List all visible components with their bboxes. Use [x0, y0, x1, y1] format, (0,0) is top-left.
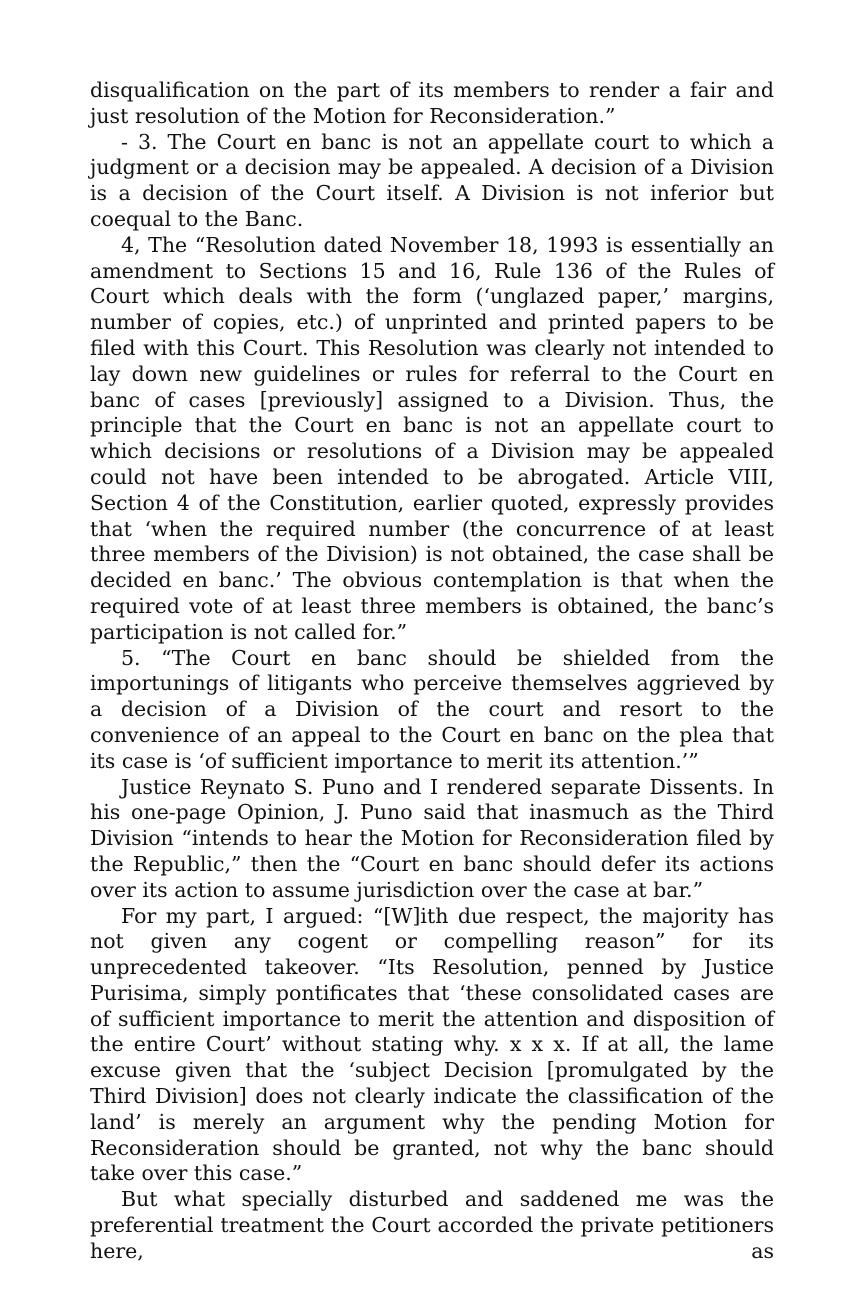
paragraph-point-5: 5. “The Court en banc should be shielded from the importunings of litigants who perceive themselves aggrieved by a decision of a Division of the court and resort to the convenience of an appeal to the Court en banc on the plea that its case is ‘of sufficient importance to merit its attention.’” — [90, 645, 774, 773]
paragraph-preferential-treatment: But what specially disturbed and saddened me was the preferential treatment the Court accorded the private petitioners here, as — [90, 1187, 774, 1263]
document-page — [90, 78, 774, 1265]
paragraph-author-argument: For my part, I argued: “[W]ith due respect, the majority has not given any cogent or compelling reason” for its unprecedented takeover. “Its Resolution, penned by Justice Purisima, simply pontificates that ‘these consolidated cases are of sufficient importance to merit the attention and disposition of the entire Court’ without stating why. x x x. If at all, the lame excuse given that the ‘subject Decision [promulgated by the Third Division] does not clearly indicate the classification of the land’ is merely an argument why the pending Motion for Reconsideration should be granted, not why the banc should take over this case.” — [90, 903, 774, 1186]
paragraph-continuation: disqualification on the part of its members to render a fair and just resolution of the Motion for Reconsideration.” — [90, 78, 774, 128]
paragraph-point-3: - 3. The Court en banc is not an appellate court to which a judgment or a decision may be appealed. A decision of a Division is a decision of the Court itself. A Division is not inferior but coequal to the Banc. — [90, 129, 774, 231]
paragraph-point-4: 4, The “Resolution dated November 18, 1993 is essentially an amendment to Sections 15 and 16, Rule 136 of the Rules of Court which deals with the form (‘unglazed paper,’ margins, number of copies, etc.) of unprinted and printed papers to be filed with this Court. This Resolution was clearly not intended to lay down new guidelines or rules for referral to the Court en banc of cases [previously] assigned to a Division. Thus, the principle that the Court en banc is not an appellate court to which decisions or resolutions of a Division may be appealed could not have been intended to be abrogated. Article VIII, Section 4 of the Constitution, earlier quoted, expressly provides that ‘when the required number (the concurrence of at least three members of the Division) is not obtained, the case shall be decided en banc.’ The obvious contemplation is that when the required vote of at least three members is obtained, the banc’s participation is not called for.” — [90, 232, 774, 644]
paragraph-puno-dissent: Justice Reynato S. Puno and I rendered separate Dissents. In his one-page Opinion, J. Puno said that inasmuch as the Third Division “intends to hear the Motion for Reconsideration filed by the Republic,” then the “Court en banc should defer its actions over its action to assume jurisdiction over the case at bar.” — [90, 774, 774, 902]
